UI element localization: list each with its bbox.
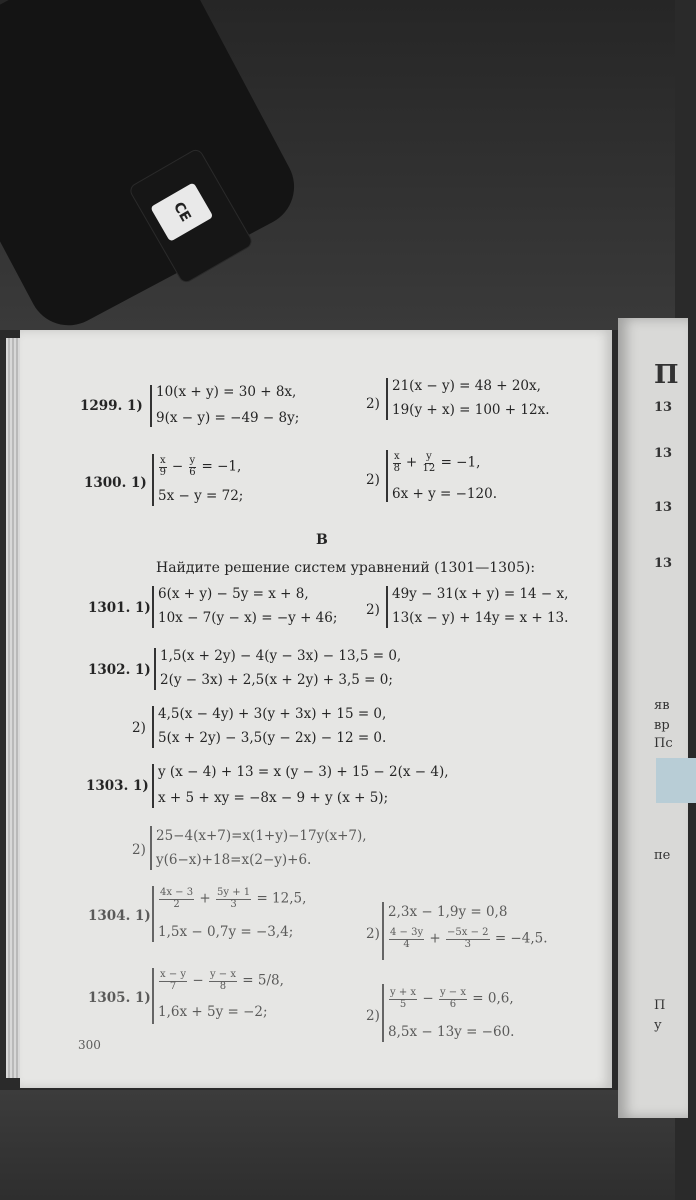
equation-with-fractions: $\frac{4 - 3y}{4}$ + $\frac{-5x - 2}{3}$ = −4,5.	[390, 927, 548, 950]
usb-ce-label: CE	[150, 182, 213, 242]
right-book-page	[618, 318, 688, 1118]
system-brace	[386, 450, 388, 502]
right-page-item: 13	[654, 556, 673, 571]
system-brace	[150, 385, 152, 427]
equation: 2(y − 3x) + 2,5(x + 2y) + 3,5 = 0;	[160, 672, 393, 688]
equation: 8,5x − 13y = −60.	[388, 1024, 515, 1040]
section-letter: B	[316, 532, 328, 548]
equation: 10x − 7(y − x) = −y + 46;	[158, 610, 338, 626]
system-brace	[154, 648, 156, 690]
system-brace	[152, 706, 154, 748]
equation: 4,5(x − 4y) + 3(y + 3x) + 15 = 0,	[158, 706, 387, 722]
right-page-item: 13	[654, 446, 673, 461]
part-label: 2)	[366, 396, 380, 412]
equation: x + 5 + xy = −8x − 9 + y (x + 5);	[158, 790, 389, 806]
equation: 21(x − y) = 48 + 20x,	[392, 378, 541, 394]
equation: 2,3x − 1,9y = 0,8	[388, 904, 508, 920]
equation: 13(x − y) + 14y = x + 13.	[392, 610, 569, 626]
equation: 1,5(x + 2y) − 4(y − 3x) − 13,5 = 0,	[160, 648, 402, 664]
part-label: 2)	[366, 472, 380, 488]
problem-number-1304: 1304. 1)	[88, 908, 151, 924]
equation-with-fractions: $\frac{y + x}{5}$ − $\frac{y - x}{6}$ = 0,6,	[390, 987, 514, 1010]
equation: y (x − 4) + 13 = x (y − 3) + 15 − 2(x − 4),	[158, 764, 449, 780]
equation-with-fractions: $\frac{x}{8}$ + $\frac{y}{12}$ = −1,	[393, 451, 481, 474]
right-page-fragment: вр	[654, 718, 670, 733]
table-surface	[0, 1090, 675, 1200]
right-page-fragment: яв	[654, 698, 670, 713]
equation: 6(x + y) − 5y = x + 8,	[158, 586, 309, 602]
equation: 49y − 31(x + y) = 14 − x,	[392, 586, 569, 602]
equation: 5x − y = 72;	[158, 488, 244, 504]
problem-number-1299: 1299. 1)	[80, 398, 143, 414]
problem-number-1302: 1302. 1)	[88, 662, 151, 678]
part-label: 2)	[132, 842, 146, 858]
problem-number-1303: 1303. 1)	[86, 778, 149, 794]
right-page-colored-box	[656, 758, 696, 803]
system-brace	[152, 764, 154, 808]
system-brace	[152, 586, 154, 628]
system-brace	[152, 968, 154, 1024]
right-page-heading: П	[654, 360, 679, 390]
equation-with-fractions: $\frac{x - y}{7}$ − $\frac{y - x}{8}$ = 5/8,	[160, 969, 284, 992]
equation: y(6−x)+18=x(2−y)+6.	[156, 852, 312, 868]
system-brace	[152, 454, 154, 506]
right-page-fragment: у	[654, 1018, 662, 1033]
textbook-page	[20, 330, 612, 1088]
system-brace	[386, 586, 388, 628]
system-brace	[382, 902, 384, 960]
equation: 1,6x + 5y = −2;	[158, 1004, 268, 1020]
system-brace	[150, 826, 152, 870]
part-label: 2)	[366, 602, 380, 618]
equation: 19(y + x) = 100 + 12x.	[392, 402, 550, 418]
right-page-fragment: пе	[654, 848, 671, 863]
right-page-item: 13	[654, 500, 673, 515]
problem-number-1305: 1305. 1)	[88, 990, 151, 1006]
part-label: 2)	[366, 1008, 380, 1024]
system-brace	[386, 378, 388, 420]
part-label: 2)	[366, 926, 380, 942]
equation: 10(x + y) = 30 + 8x,	[156, 384, 297, 400]
equation-with-fractions: $\frac{4x - 3}{2}$ + $\frac{5y + 1}{3}$ = 12,5,	[160, 887, 307, 910]
section-instruction: Найдите решение систем уравнений (1301—1305):	[156, 560, 536, 576]
equation: 25−4(x+7)=x(1+y)−17y(x+7),	[156, 828, 367, 844]
part-label: 2)	[132, 720, 146, 736]
equation: 6x + y = −120.	[392, 486, 497, 502]
system-brace	[152, 886, 154, 942]
problem-number-1300: 1300. 1)	[84, 475, 147, 491]
equation: 9(x − y) = −49 − 8y;	[156, 410, 300, 426]
right-page-fragment: Пс	[654, 736, 673, 751]
problem-number-1301: 1301. 1)	[88, 600, 151, 616]
right-page-item: 13	[654, 400, 673, 415]
system-brace	[382, 984, 384, 1042]
equation: 5(x + 2y) − 3,5(y − 2x) − 12 = 0.	[158, 730, 387, 746]
right-page-fragment: П	[654, 998, 666, 1013]
page-number: 300	[78, 1038, 101, 1052]
equation: 1,5x − 0,7y = −3,4;	[158, 924, 294, 940]
equation-with-fractions: $\frac{x}{9}$ − $\frac{y}{6}$ = −1,	[159, 455, 242, 478]
